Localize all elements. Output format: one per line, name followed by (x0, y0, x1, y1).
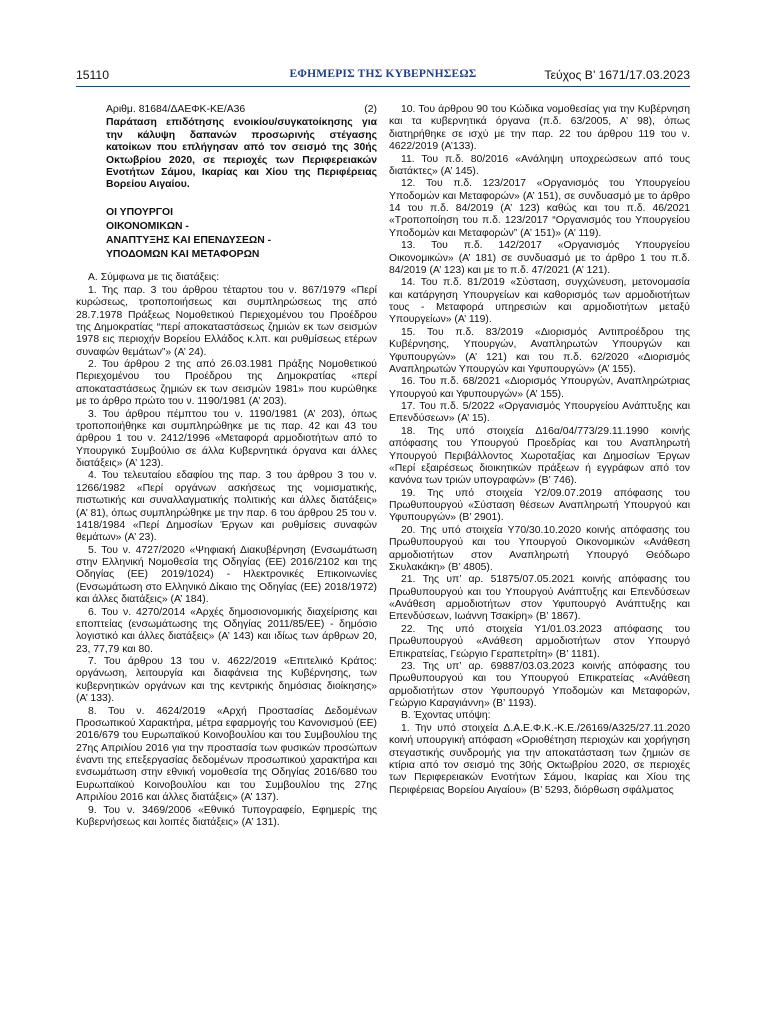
legal-paragraph: 1. Της παρ. 3 του άρθρου τέταρτου του ν. 867/1979 «Περί κυρώσεως, τροποποιήσεως και συμπληρώσεως της από 28.7.1978 Πράξεως Νομοθετικού Περιεχομένου του Προέδρου της Δημοκρατίας “περί αποκαταστάσεως ζημιών εκ των σεισμών 1978 εις περιοχήν Βορείου Ελλάδος κ.λπ. και ρυθμίσεως ετέρων συναφών θεμάτων”» (Α’ 24). (76, 284, 377, 358)
legal-paragraph: 7. Του άρθρου 13 του ν. 4622/2019 «Επιτελικό Κράτος: οργάνωση, λειτουργία και διαφάνεια της Κυβέρνησης, των κυβερνητικών οργάνων και της κεντρικής δημόσιας διοίκησης» (Α’ 133). (76, 656, 377, 705)
legal-paragraph: 11. Του π.δ. 80/2016 «Ανάληψη υποχρεώσεων από τους διατάκτες» (Α’ 145). (389, 153, 690, 177)
header-rule (76, 86, 690, 87)
legal-paragraph: Α. Σύμφωνα με τις διατάξεις: (88, 272, 220, 284)
ministers-line: ΑΝΑΠΤΥΞΗΣ ΚΑΙ ΕΠΕΝΔΥΣΕΩΝ - (106, 235, 272, 247)
legal-paragraph: 2. Του άρθρου 2 της από 26.03.1981 Πράξης Νομοθετικού Περιεχομένου του Προέδρου της Δημοκρατίας «περί αποκαταστάσεως ζημιών εκ των σεισμών 1981» που κυρώθηκε με το άρθρο πρώτο του ν. 1190/1981 (Α’ 203). (76, 359, 377, 408)
right-column (389, 104, 690, 797)
legal-paragraph: 9. Του ν. 3469/2006 «Εθνικό Τυπογραφείο, Εφημερίς της Κυβερνήσεως και λοιπές διατάξεις» (Α’ 131). (76, 804, 377, 828)
legal-paragraph: 21. Της υπ’ αρ. 51875/07.05.2021 κοινής απόφασης του Πρωθυπουργού και του Υπουργού Ανάπτυξης και Επενδύσεων «Ανάθεση αρμοδιοτήτων στον Υφυπουργό Ανάπτυξης και Επενδύσεων, Ιωάννη Τσακίρη» (Β’ 1867). (389, 574, 690, 623)
legal-paragraph: 4. Του τελευταίου εδαφίου της παρ. 3 του άρθρου 3 του ν. 1266/1982 «Περί οργάνων ασκήσεως της νομισματικής, πιστωτικής και συναλλαγματικής πολιτικής και άλλες διατάξεις» (Α’ 81), όπως συμπληρώθηκε με την παρ. 6 του άρθρου 25 του ν. 1418/1984 «Περί Δημοσίων Έργων και ρυθμίσεις συναφών θεμάτων» (Α’ 23). (76, 470, 377, 544)
legal-paragraph: 18. Της υπό στοιχεία Δ16α/04/773/29.11.1990 κοινής απόφασης του Υπουργού Προεδρίας και του Αναπληρωτή Υπουργού Περιβάλλοντος Χωροταξίας και Δημοσίων Έργων «Περί εξαιρέσεως διοικητικών πράξεων ή εγγράφων από τον κανόνα των τριών υπογραφών» (Β’ 746). (389, 425, 690, 487)
journal-title: ΕΦΗΜΕΡΙΣ ΤΗΣ ΚΥΒΕΡΝΗΣΕΩΣ (289, 68, 477, 80)
ministers-block (106, 206, 377, 263)
legal-paragraph: 12. Του π.δ. 123/2017 «Οργανισμός του Υπουργείου Υποδομών και Μεταφορών» (Α’ 151), σε συνδυασμό με το άρθρο 14 του π.δ. 84/2019 (Α’ 123) καθώς και του π.δ. 46/2021 «Τροποποίηση του π.δ. 123/2017 “Οργανισμός του Υπουργείου Υποδομών και Μεταφορών” (Α’ 151)» (Α’ 119). (389, 178, 690, 239)
legal-paragraph: 15. Του π.δ. 83/2019 «Διορισμός Αντιπροέδρου της Κυβέρνησης, Υπουργών, Αναπληρωτών Υπουργών και Υφυπουργών» (Α’ 121) και του π.δ. 62/2020 «Διορισμός Αναπληρωτών Υπουργών και Υφυπουργών» (Α’ 155). (389, 326, 690, 375)
ministers-line: ΟΙΚΟΝΟΜΙΚΩΝ - (106, 220, 189, 232)
legal-paragraph: Β. Έχοντας υπόψη: (401, 710, 491, 722)
left-column (76, 104, 377, 829)
legal-paragraph: 23. Της υπ’ αρ. 69887/03.03.2023 κοινής απόφασης του Πρωθυπουργού και του Υπουργού Επικρατείας «Ανάθεση αρμοδιοτήτων στον Υφυπουργό Υποδομών και Μεταφορών, Γεώργιο Καραγιάννη» (Β’ 1193). (389, 660, 690, 709)
ministers-line: ΥΠΟΔΟΜΩΝ ΚΑΙ ΜΕΤΑΦΟΡΩΝ (106, 249, 260, 261)
legal-paragraph: 17. Του π.δ. 5/2022 «Οργανισμός Υπουργείου Ανάπτυξης και Επενδύσεων» (Α’ 15). (389, 401, 690, 425)
page-header (76, 68, 690, 86)
legal-paragraph: 22. Της υπό στοιχεία Υ1/01.03.2023 απόφασης του Πρωθυπουργού «Ανάθεση αρμοδιοτήτων στον Υπουργό Επικρατείας, Γεώργιο Γεραπετρίτη» (Β’ 1181). (389, 623, 690, 660)
legal-paragraph: 14. Του π.δ. 81/2019 «Σύσταση, συγχώνευση, μετονομασία και κατάργηση Υπουργείων και καθορισμός των αρμοδιοτήτων τους - Μεταφορά υπηρεσιών και αρμοδιοτήτων μεταξύ Υπουργείων» (Α’ 119). (389, 277, 690, 326)
decision-title: Παράταση επιδότησης ενοικίου/συγκατοίκησης για την κάλυψη δαπανών προσωρινής στέγασης κατοίκων που επλήγησαν από τον σεισμό της 30ής Οκτωβρίου 2020, σε περιοχές των Περιφερειακών Ενοτήτων Σάμου, Ικαρίας και Χίου της Περιφέρειας Βορείου Αιγαίου. (106, 117, 377, 191)
legal-paragraph: 13. Του π.δ. 142/2017 «Οργανισμός Υπουργείου Οικονομικών» (Α’ 181) σε συνδυασμό με το άρθρο 1 του π.δ. 84/2019 (Α’ 123) και με το π.δ. 47/2021 (Α’ 121). (389, 240, 690, 276)
issue-reference: Τεύχος Β’ 1671/17.03.2023 (544, 68, 690, 82)
legal-paragraph: 6. Του ν. 4270/2014 «Αρχές δημοσιονομικής διαχείρισης και εποπτείας (ενσωμάτωσης της Οδηγίας 2011/85/ΕΕ) - δημόσιο λογιστικό και άλλες διατάξεις» (Α’ 143) και ιδίως των άρθρων 20, 23, 77,79 και 80. (76, 606, 377, 655)
legal-paragraph: 19. Της υπό στοιχεία Υ2/09.07.2019 απόφασης του Πρωθυπουργού «Σύσταση θέσεων Αναπληρωτή Υπουργού και Υφυπουργών» (Β’ 2901). (389, 487, 690, 524)
decision-index: (2) (364, 104, 377, 115)
legal-paragraph: 3. Του άρθρου πέμπτου του ν. 1190/1981 (Α’ 203), όπως τροποποιήθηκε και συμπληρώθηκε με τις παρ. 42 και 43 του άρθρου 1 του ν. 2412/1996 «Μεταφορά αρμοδιοτήτων από το Υπουργικό Συμβούλιο σε άλλα Κυβερνητικά όργανα και άλλες διατάξεις» (Α’ 123). (76, 408, 377, 470)
legal-paragraph: 20. Της υπό στοιχεία Υ70/30.10.2020 κοινής απόφασης του Πρωθυπουργού και του Υπουργού Οικονομικών «Ανάθεση αρμοδιοτήτων στον Αναπληρωτή Υπουργό Θεόδωρο Σκυλακάκη» (Β’ 4805). (389, 524, 690, 573)
legal-paragraph: 8. Του ν. 4624/2019 «Αρχή Προστασίας Δεδομένων Προσωπικού Χαρακτήρα, μέτρα εφαρμογής του Κανονισμού (ΕΕ) 2016/679 του Ευρωπαϊκού Κοινοβουλίου και του Συμβουλίου της 27ης Απριλίου 2016 για την προστασία των φυσικών προσώπων έναντι της επεξεργασίας δεδομένων προσωπικού χαρακτήρα και ενσωμάτωση στην εθνική νομοθεσία της Οδηγίας 2016/680 του Ευρωπαϊκού Κοινοβουλίου και του Συμβουλίου της 27ης Απριλίου 2016 και άλλες διατάξεις» (Α’ 137). (76, 705, 377, 804)
decision-heading (76, 104, 377, 116)
legal-paragraph: 16. Του π.δ. 68/2021 «Διορισμός Υπουργών, Αναπληρώτριας Υπουργού και Υφυπουργών» (Α’ 155). (389, 376, 690, 400)
legal-paragraph: 5. Του ν. 4727/2020 «Ψηφιακή Διακυβέρνηση (Ενσωμάτωση στην Ελληνική Νομοθεσία της Οδηγίας (ΕΕ) 2016/2102 και της Οδηγίας (ΕΕ) 2019/1024) - Ηλεκτρονικές Επικοινωνίες (Ενσωμάτωση στο Ελληνικό Δίκαιο της Οδηγίας (ΕΕ) 2018/1972) και άλλες διατάξεις» (Α’ 184). (76, 544, 377, 606)
page-number: 15110 (76, 68, 109, 82)
ministers-line: ΟΙ ΥΠΟΥΡΓΟΙ (106, 206, 173, 218)
decision-number: Αριθμ. 81684/ΔΑΕΦΚ-ΚΕ/Α36 (106, 104, 246, 115)
legal-paragraph: 1. Την υπό στοιχεία Δ.Α.Ε.Φ.Κ.-Κ.Ε./26169/Α325/27.11.2020 κοινή υπουργική απόφαση «Οριοθέτηση περιοχών και χορήγηση στεγαστικής συνδρομής για την αποκατάσταση των ζημιών σε κτίρια από τον σεισμό της 30ής Οκτωβρίου 2020, σε περιοχές των Περιφερειακών Ενοτήτων Σάμου, Ικαρίας και Χίου της Περιφέρειας Βορείου Αιγαίου» (Β’ 5293, διόρθωση σφάλματος (389, 722, 690, 796)
legal-paragraph: 10. Του άρθρου 90 του Κώδικα νομοθεσίας για την Κυβέρνηση και τα κυβερνητικά όργανα (π.δ. 63/2005, Α’ 98), όπως διατηρήθηκε σε ισχύ με την παρ. 22 του άρθρου 119 του ν. 4622/2019 (Α’133). (389, 104, 690, 153)
